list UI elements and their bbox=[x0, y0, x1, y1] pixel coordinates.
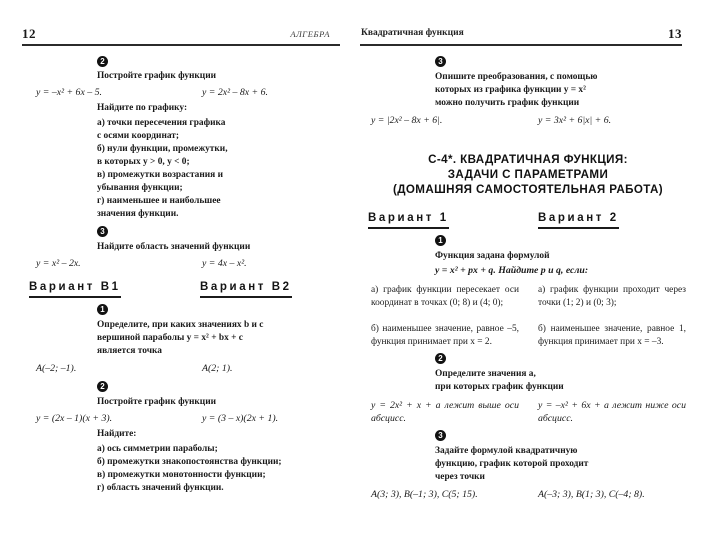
task2-item-a2: с осями координат; bbox=[97, 131, 180, 141]
page-number-right: 13 bbox=[668, 26, 682, 41]
task2-prompt: Постройте график функции bbox=[97, 71, 217, 81]
taskB2-item-v: в) промежутки монотонности функции; bbox=[97, 470, 266, 480]
rtask3b-line3: через точки bbox=[435, 472, 485, 482]
rtask1-v1-b: б) наименьшее значение, равное –5, функция принимает при x = 2. bbox=[371, 324, 519, 348]
rtask3-line3: можно получить график функции bbox=[435, 98, 580, 108]
task3-prompt: Найдите область значений функции bbox=[97, 242, 251, 252]
running-head-left: АЛГЕБРА bbox=[290, 29, 330, 39]
rtask3-formula-v2: y = 3x² + 6|x| + 6. bbox=[538, 115, 612, 126]
rtask3b-v1: A(3; 3), B(–1; 3), C(5; 15). bbox=[371, 489, 478, 500]
task2-item-b2: в которых y > 0, y < 0; bbox=[97, 157, 190, 167]
taskB2-item-a: а) ось симметрии параболы; bbox=[97, 444, 218, 454]
task-number-badge: 1 bbox=[435, 235, 446, 246]
task-number-badge: 2 bbox=[97, 381, 108, 392]
taskB1-line2: вершиной параболы y = x² + bx + c bbox=[97, 333, 243, 343]
task-number-badge: 3 bbox=[97, 226, 108, 237]
variant-heading-2: Вариант 2 bbox=[538, 212, 619, 229]
task-number-badge: 3 bbox=[435, 430, 446, 441]
taskB2-prompt: Постройте график функции bbox=[97, 397, 217, 407]
task2-formula-v2: y = 2x² – 8x + 6. bbox=[202, 87, 268, 98]
rtask3-formula-v1: y = |2x² – 8x + 6|. bbox=[371, 115, 443, 126]
task3-formula-v2: y = 4x – x². bbox=[202, 258, 247, 269]
rtask2-v2: y = –x² + 6x + a лежит ниже оси абсцисс. bbox=[538, 400, 686, 425]
taskB2-subprompt: Найдите: bbox=[97, 429, 137, 439]
rtask2-line2: при которых график функции bbox=[435, 382, 564, 392]
variant-heading-1: Вариант 1 bbox=[368, 212, 449, 229]
taskB2-formula-v1: y = (2x – 1)(x + 3). bbox=[36, 413, 113, 424]
taskB2-item-g: г) область значений функции. bbox=[97, 483, 224, 493]
rtask1-line2: y = x² + px + q. Найдите p и q, если: bbox=[435, 265, 589, 276]
task-number-badge: 2 bbox=[435, 353, 446, 364]
task2-item-g1: г) наименьшее и наибольшее bbox=[97, 196, 221, 206]
taskB1-answer-v2: A(2; 1). bbox=[202, 363, 233, 374]
task2-item-b1: б) нули функции, промежутки, bbox=[97, 144, 228, 154]
right-page bbox=[352, 0, 704, 540]
task2-formula-v1: y = –x² + 6x – 5. bbox=[36, 87, 102, 98]
task2-subprompt: Найдите по графику: bbox=[97, 103, 188, 113]
section-title-line1: С-4*. КВАДРАТИЧНАЯ ФУНКЦИЯ: bbox=[428, 153, 628, 166]
task2-item-v2: убывания функции; bbox=[97, 183, 183, 193]
header-rule-left bbox=[22, 44, 340, 46]
task3-formula-v1: y = x² – 2x. bbox=[36, 258, 81, 269]
task-number-badge: 1 bbox=[97, 304, 108, 315]
section-title-line3: (ДОМАШНЯЯ САМОСТОЯТЕЛЬНАЯ РАБОТА) bbox=[392, 183, 664, 196]
taskB2-formula-v2: y = (3 – x)(2x + 1). bbox=[202, 413, 279, 424]
rtask1-line1: Функция задана формулой bbox=[435, 251, 550, 261]
rtask3-line2: которых из графика функции y = x² bbox=[435, 85, 586, 95]
rtask3b-v2: A(–3; 3), B(1; 3), C(–4; 8). bbox=[538, 489, 645, 500]
rtask3-line1: Опишите преобразования, с помощью bbox=[435, 72, 598, 82]
task-number-badge: 2 bbox=[97, 56, 108, 67]
task2-item-a1: а) точки пересечения графика bbox=[97, 118, 226, 128]
taskB1-line1: Определите, при каких значениях b и c bbox=[97, 320, 264, 330]
page-number-left: 12 bbox=[22, 26, 36, 41]
rtask1-v1-a: а) график функции пересекает оси координат в точках (0; 8) и (4; 0); bbox=[371, 285, 519, 309]
taskB2-item-b: б) промежутки знакопостоянства функции; bbox=[97, 457, 282, 467]
task2-item-v1: в) промежутки возрастания и bbox=[97, 170, 223, 180]
rtask3b-line1: Задайте формулой квадратичную bbox=[435, 446, 578, 456]
rtask3b-line2: функцию, график которой проходит bbox=[435, 459, 589, 469]
task2-item-g2: значения функции. bbox=[97, 209, 179, 219]
task-number-badge: 3 bbox=[435, 56, 446, 67]
running-head-right: Квадратичная функция bbox=[361, 28, 464, 38]
variant-heading-b1: Вариант В1 bbox=[29, 281, 121, 298]
variant-heading-b2: Вариант В2 bbox=[200, 281, 292, 298]
taskB1-line3: является точка bbox=[97, 346, 162, 356]
rtask1-v2-a: а) график функции проходит через точки (1; 2) и (0; 3); bbox=[538, 285, 686, 309]
rtask2-v1: y = 2x² + x + a лежит выше оси абсцисс. bbox=[371, 400, 519, 425]
rtask2-line1: Определите значения a, bbox=[435, 369, 536, 379]
rtask1-v2-b: б) наименьшее значение, равное 1, функция принимает при x = –3. bbox=[538, 324, 686, 348]
section-title-line2: ЗАДАЧИ С ПАРАМЕТРАМИ bbox=[447, 168, 609, 181]
header-rule-right bbox=[360, 44, 682, 46]
taskB1-answer-v1: A(–2; –1). bbox=[36, 363, 77, 374]
